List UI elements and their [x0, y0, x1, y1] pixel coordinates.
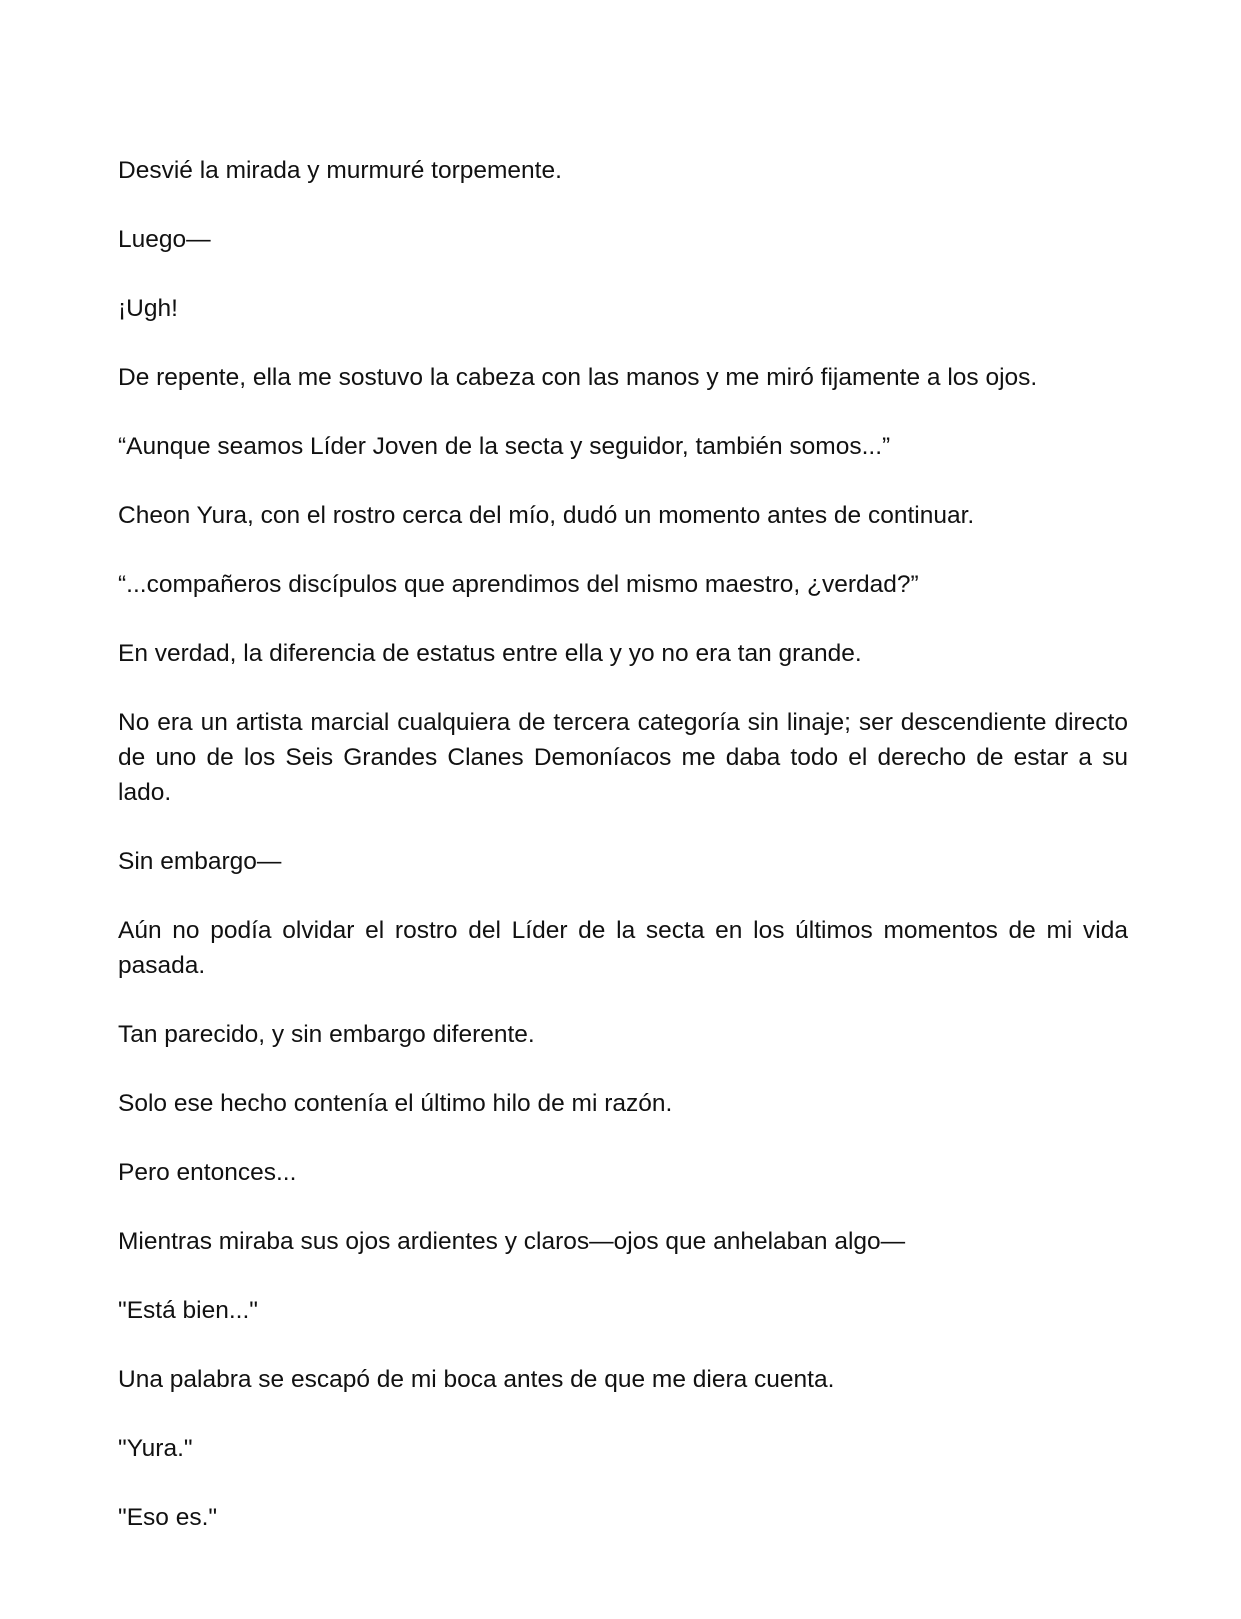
- paragraph: Tan parecido, y sin embargo diferente.: [118, 1021, 535, 1048]
- paragraph: “...compañeros discípulos que aprendimos del mismo maestro, ¿verdad?”: [118, 571, 919, 598]
- paragraph: Desvié la mirada y murmuré torpemente.: [118, 157, 562, 184]
- paragraph: "Está bien...": [118, 1297, 258, 1324]
- paragraph: ¡Ugh!: [118, 295, 178, 322]
- paragraph: Cheon Yura, con el rostro cerca del mío, dudó un momento antes de continuar.: [118, 502, 975, 529]
- document-body: [118, 153, 1128, 1535]
- paragraph: Sin embargo—: [118, 848, 282, 875]
- paragraph: Luego—: [118, 226, 211, 253]
- paragraph: Mientras miraba sus ojos ardientes y claros—ojos que anhelaban algo—: [118, 1228, 906, 1255]
- paragraph: "Eso es.": [118, 1504, 218, 1531]
- paragraph: No era un artista marcial cualquiera de tercera categoría sin linaje; ser descendiente directo de uno de los Seis Grandes Clanes Demoníacos me daba todo el derecho de estar a su lado.: [118, 709, 1128, 806]
- paragraph: “Aunque seamos Líder Joven de la secta y seguidor, también somos...”: [118, 433, 891, 460]
- paragraph: Aún no podía olvidar el rostro del Líder de la secta en los últimos momentos de mi vida pasada.: [118, 917, 1128, 979]
- paragraph: Una palabra se escapó de mi boca antes de que me diera cuenta.: [118, 1366, 835, 1393]
- paragraph: Solo ese hecho contenía el último hilo de mi razón.: [118, 1090, 673, 1117]
- paragraph: "Yura.": [118, 1435, 193, 1462]
- paragraph: En verdad, la diferencia de estatus entre ella y yo no era tan grande.: [118, 640, 862, 667]
- paragraph: Pero entonces...: [118, 1159, 297, 1186]
- paragraph: De repente, ella me sostuvo la cabeza con las manos y me miró fijamente a los ojos.: [118, 364, 1038, 391]
